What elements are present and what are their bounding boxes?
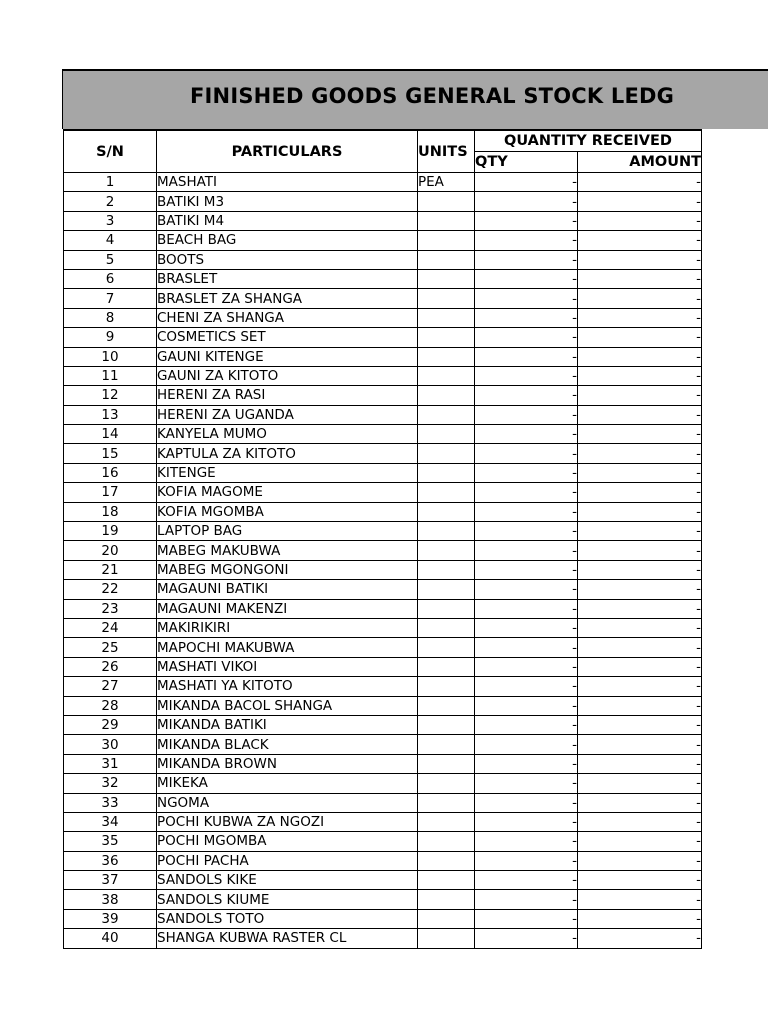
row-unit-cell	[418, 308, 475, 327]
row-qty-cell: -	[475, 211, 578, 230]
row-amount-cell: -	[578, 812, 702, 831]
row-amount-cell: -	[578, 211, 702, 230]
row-particular-cell: MASHATI YA KITOTO	[157, 677, 418, 696]
row-qty-cell: -	[475, 541, 578, 560]
table-row	[64, 366, 702, 385]
row-qty-cell: -	[475, 812, 578, 831]
row-sn-cell: 28	[64, 696, 157, 715]
row-unit-cell	[418, 580, 475, 599]
row-unit-cell	[418, 774, 475, 793]
row-qty-cell: -	[475, 328, 578, 347]
row-amount-cell: -	[578, 231, 702, 250]
table-row	[64, 696, 702, 715]
table-row	[64, 735, 702, 754]
row-unit-cell	[418, 289, 475, 308]
row-sn-cell: 4	[64, 231, 157, 250]
row-unit-cell	[418, 541, 475, 560]
table-row	[64, 890, 702, 909]
row-qty-cell: -	[475, 463, 578, 482]
table-row	[64, 483, 702, 502]
table-row	[64, 677, 702, 696]
row-sn-cell: 3	[64, 211, 157, 230]
row-sn-cell: 35	[64, 832, 157, 851]
row-qty-cell: -	[475, 832, 578, 851]
row-particular-cell: MABEG MAKUBWA	[157, 541, 418, 560]
row-unit-cell	[418, 890, 475, 909]
ledger-body	[64, 173, 702, 949]
row-qty-cell: -	[475, 871, 578, 890]
row-particular-cell: POCHI KUBWA ZA NGOZI	[157, 812, 418, 831]
table-row	[64, 541, 702, 560]
row-sn-cell: 19	[64, 522, 157, 541]
row-sn-cell: 7	[64, 289, 157, 308]
row-qty-cell: -	[475, 774, 578, 793]
row-particular-cell: MAPOCHI MAKUBWA	[157, 638, 418, 657]
row-unit-cell	[418, 522, 475, 541]
row-sn-cell: 21	[64, 560, 157, 579]
row-qty-cell: -	[475, 793, 578, 812]
header-particulars: PARTICULARS	[157, 130, 418, 173]
row-sn-cell: 22	[64, 580, 157, 599]
row-unit-cell	[418, 560, 475, 579]
row-sn-cell: 33	[64, 793, 157, 812]
row-unit-cell	[418, 347, 475, 366]
row-unit-cell	[418, 405, 475, 424]
row-particular-cell: SANDOLS KIKE	[157, 871, 418, 890]
row-unit-cell	[418, 929, 475, 948]
row-amount-cell: -	[578, 386, 702, 405]
row-sn-cell: 27	[64, 677, 157, 696]
row-unit-cell	[418, 696, 475, 715]
row-unit-cell	[418, 386, 475, 405]
row-qty-cell: -	[475, 366, 578, 385]
row-qty-cell: -	[475, 735, 578, 754]
table-row	[64, 463, 702, 482]
row-amount-cell: -	[578, 483, 702, 502]
row-unit-cell	[418, 638, 475, 657]
row-particular-cell: BATIKI M4	[157, 211, 418, 230]
row-amount-cell: -	[578, 618, 702, 637]
table-row	[64, 502, 702, 521]
row-qty-cell: -	[475, 444, 578, 463]
row-particular-cell: HERENI ZA UGANDA	[157, 405, 418, 424]
header-sn: S/N	[64, 130, 157, 173]
row-particular-cell: MASHATI	[157, 173, 418, 192]
table-row	[64, 793, 702, 812]
header-amount: AMOUNT	[578, 152, 702, 173]
row-qty-cell: -	[475, 308, 578, 327]
row-unit-cell	[418, 851, 475, 870]
row-amount-cell: -	[578, 832, 702, 851]
row-sn-cell: 6	[64, 269, 157, 288]
row-qty-cell: -	[475, 599, 578, 618]
row-qty-cell: -	[475, 618, 578, 637]
table-row	[64, 522, 702, 541]
row-sn-cell: 31	[64, 754, 157, 773]
row-unit-cell	[418, 812, 475, 831]
row-particular-cell: BRASLET ZA SHANGA	[157, 289, 418, 308]
row-sn-cell: 9	[64, 328, 157, 347]
row-amount-cell: -	[578, 599, 702, 618]
table-row	[64, 211, 702, 230]
row-particular-cell: MIKANDA BATIKI	[157, 715, 418, 734]
row-sn-cell: 26	[64, 657, 157, 676]
row-particular-cell: MIKANDA BROWN	[157, 754, 418, 773]
row-sn-cell: 29	[64, 715, 157, 734]
row-particular-cell: MABEG MGONGONI	[157, 560, 418, 579]
row-amount-cell: -	[578, 502, 702, 521]
table-row	[64, 599, 702, 618]
table-row	[64, 618, 702, 637]
row-particular-cell: MAKIRIKIRI	[157, 618, 418, 637]
title-bar	[63, 69, 768, 129]
row-sn-cell: 12	[64, 386, 157, 405]
row-qty-cell: -	[475, 677, 578, 696]
row-amount-cell: -	[578, 793, 702, 812]
row-sn-cell: 36	[64, 851, 157, 870]
row-sn-cell: 37	[64, 871, 157, 890]
row-sn-cell: 23	[64, 599, 157, 618]
row-qty-cell: -	[475, 754, 578, 773]
ledger-table	[63, 129, 702, 949]
row-qty-cell: -	[475, 715, 578, 734]
row-amount-cell: -	[578, 851, 702, 870]
table-row	[64, 929, 702, 948]
row-sn-cell: 10	[64, 347, 157, 366]
row-particular-cell: CHENI ZA SHANGA	[157, 308, 418, 327]
row-qty-cell: -	[475, 696, 578, 715]
row-unit-cell	[418, 328, 475, 347]
row-particular-cell: MIKANDA BACOL SHANGA	[157, 696, 418, 715]
row-particular-cell: BOOTS	[157, 250, 418, 269]
table-row	[64, 425, 702, 444]
table-row	[64, 289, 702, 308]
row-particular-cell: GAUNI KITENGE	[157, 347, 418, 366]
row-unit-cell	[418, 715, 475, 734]
row-unit-cell	[418, 502, 475, 521]
table-row	[64, 444, 702, 463]
row-sn-cell: 20	[64, 541, 157, 560]
row-particular-cell: MIKEKA	[157, 774, 418, 793]
row-unit-cell	[418, 599, 475, 618]
row-qty-cell: -	[475, 638, 578, 657]
row-sn-cell: 24	[64, 618, 157, 637]
row-qty-cell: -	[475, 560, 578, 579]
row-amount-cell: -	[578, 541, 702, 560]
row-amount-cell: -	[578, 909, 702, 928]
row-sn-cell: 5	[64, 250, 157, 269]
row-qty-cell: -	[475, 269, 578, 288]
row-unit-cell	[418, 735, 475, 754]
row-qty-cell: -	[475, 173, 578, 192]
row-qty-cell: -	[475, 580, 578, 599]
row-amount-cell: -	[578, 250, 702, 269]
row-amount-cell: -	[578, 347, 702, 366]
row-amount-cell: -	[578, 173, 702, 192]
row-amount-cell: -	[578, 560, 702, 579]
row-qty-cell: -	[475, 425, 578, 444]
table-row	[64, 638, 702, 657]
row-unit-cell	[418, 192, 475, 211]
row-qty-cell: -	[475, 250, 578, 269]
header-qty: QTY	[475, 152, 578, 173]
row-sn-cell: 15	[64, 444, 157, 463]
table-row	[64, 192, 702, 211]
row-amount-cell: -	[578, 580, 702, 599]
table-row	[64, 386, 702, 405]
row-qty-cell: -	[475, 483, 578, 502]
row-particular-cell: SANDOLS TOTO	[157, 909, 418, 928]
row-unit-cell	[418, 444, 475, 463]
row-unit-cell	[418, 677, 475, 696]
row-sn-cell: 34	[64, 812, 157, 831]
row-sn-cell: 2	[64, 192, 157, 211]
row-particular-cell: KOFIA MAGOME	[157, 483, 418, 502]
table-row	[64, 812, 702, 831]
row-sn-cell: 11	[64, 366, 157, 385]
row-qty-cell: -	[475, 890, 578, 909]
row-unit-cell	[418, 211, 475, 230]
row-unit-cell	[418, 754, 475, 773]
header-quantity-received: QUANTITY RECEIVED	[475, 130, 702, 152]
row-particular-cell: GAUNI ZA KITOTO	[157, 366, 418, 385]
table-row	[64, 173, 702, 192]
table-row	[64, 560, 702, 579]
row-qty-cell: -	[475, 657, 578, 676]
row-particular-cell: KANYELA MUMO	[157, 425, 418, 444]
row-amount-cell: -	[578, 444, 702, 463]
row-unit-cell	[418, 832, 475, 851]
row-sn-cell: 32	[64, 774, 157, 793]
row-sn-cell: 40	[64, 929, 157, 948]
row-amount-cell: -	[578, 425, 702, 444]
table-row	[64, 405, 702, 424]
row-unit-cell	[418, 909, 475, 928]
table-row	[64, 851, 702, 870]
row-particular-cell: POCHI MGOMBA	[157, 832, 418, 851]
table-row	[64, 832, 702, 851]
row-amount-cell: -	[578, 774, 702, 793]
row-particular-cell: LAPTOP BAG	[157, 522, 418, 541]
row-amount-cell: -	[578, 890, 702, 909]
row-amount-cell: -	[578, 929, 702, 948]
row-sn-cell: 14	[64, 425, 157, 444]
row-particular-cell: NGOMA	[157, 793, 418, 812]
row-sn-cell: 39	[64, 909, 157, 928]
row-amount-cell: -	[578, 522, 702, 541]
row-qty-cell: -	[475, 522, 578, 541]
row-amount-cell: -	[578, 871, 702, 890]
row-qty-cell: -	[475, 405, 578, 424]
row-particular-cell: MASHATI VIKOI	[157, 657, 418, 676]
row-sn-cell: 1	[64, 173, 157, 192]
row-qty-cell: -	[475, 386, 578, 405]
row-unit-cell	[418, 425, 475, 444]
row-unit-cell	[418, 618, 475, 637]
row-qty-cell: -	[475, 502, 578, 521]
row-unit-cell	[418, 483, 475, 502]
row-sn-cell: 13	[64, 405, 157, 424]
row-amount-cell: -	[578, 696, 702, 715]
row-qty-cell: -	[475, 929, 578, 948]
row-amount-cell: -	[578, 715, 702, 734]
row-particular-cell: BATIKI M3	[157, 192, 418, 211]
header-row-1	[64, 130, 702, 152]
row-amount-cell: -	[578, 638, 702, 657]
row-amount-cell: -	[578, 735, 702, 754]
row-unit-cell	[418, 269, 475, 288]
row-unit-cell: PEA	[418, 173, 475, 192]
row-particular-cell: MAGAUNI MAKENZI	[157, 599, 418, 618]
row-particular-cell: SANDOLS KIUME	[157, 890, 418, 909]
table-row	[64, 754, 702, 773]
row-amount-cell: -	[578, 269, 702, 288]
row-amount-cell: -	[578, 677, 702, 696]
row-sn-cell: 16	[64, 463, 157, 482]
row-qty-cell: -	[475, 347, 578, 366]
row-amount-cell: -	[578, 308, 702, 327]
row-unit-cell	[418, 250, 475, 269]
row-particular-cell: SHANGA KUBWA RASTER CL	[157, 929, 418, 948]
row-unit-cell	[418, 366, 475, 385]
row-qty-cell: -	[475, 909, 578, 928]
table-row	[64, 328, 702, 347]
row-amount-cell: -	[578, 192, 702, 211]
ledger-title: FINISHED GOODS GENERAL STOCK LEDG	[190, 84, 675, 108]
row-amount-cell: -	[578, 328, 702, 347]
table-row	[64, 657, 702, 676]
row-amount-cell: -	[578, 754, 702, 773]
table-row	[64, 347, 702, 366]
row-particular-cell: KOFIA MGOMBA	[157, 502, 418, 521]
table-row	[64, 250, 702, 269]
row-particular-cell: KITENGE	[157, 463, 418, 482]
row-amount-cell: -	[578, 366, 702, 385]
row-qty-cell: -	[475, 231, 578, 250]
table-row	[64, 909, 702, 928]
row-sn-cell: 25	[64, 638, 157, 657]
row-amount-cell: -	[578, 463, 702, 482]
row-amount-cell: -	[578, 405, 702, 424]
row-sn-cell: 8	[64, 308, 157, 327]
row-qty-cell: -	[475, 192, 578, 211]
row-sn-cell: 38	[64, 890, 157, 909]
row-particular-cell: MIKANDA BLACK	[157, 735, 418, 754]
row-unit-cell	[418, 793, 475, 812]
row-particular-cell: MAGAUNI BATIKI	[157, 580, 418, 599]
row-unit-cell	[418, 871, 475, 890]
row-particular-cell: BEACH BAG	[157, 231, 418, 250]
row-amount-cell: -	[578, 289, 702, 308]
row-qty-cell: -	[475, 851, 578, 870]
row-unit-cell	[418, 657, 475, 676]
row-qty-cell: -	[475, 289, 578, 308]
header-units: UNITS	[418, 130, 475, 173]
row-particular-cell: HERENI ZA RASI	[157, 386, 418, 405]
row-sn-cell: 30	[64, 735, 157, 754]
table-row	[64, 871, 702, 890]
row-sn-cell: 17	[64, 483, 157, 502]
row-particular-cell: KAPTULA ZA KITOTO	[157, 444, 418, 463]
table-row	[64, 231, 702, 250]
row-particular-cell: POCHI PACHA	[157, 851, 418, 870]
row-amount-cell: -	[578, 657, 702, 676]
row-unit-cell	[418, 463, 475, 482]
table-row	[64, 580, 702, 599]
row-sn-cell: 18	[64, 502, 157, 521]
row-particular-cell: COSMETICS SET	[157, 328, 418, 347]
table-row	[64, 308, 702, 327]
row-particular-cell: BRASLET	[157, 269, 418, 288]
row-unit-cell	[418, 231, 475, 250]
table-row	[64, 715, 702, 734]
table-row	[64, 269, 702, 288]
table-row	[64, 774, 702, 793]
